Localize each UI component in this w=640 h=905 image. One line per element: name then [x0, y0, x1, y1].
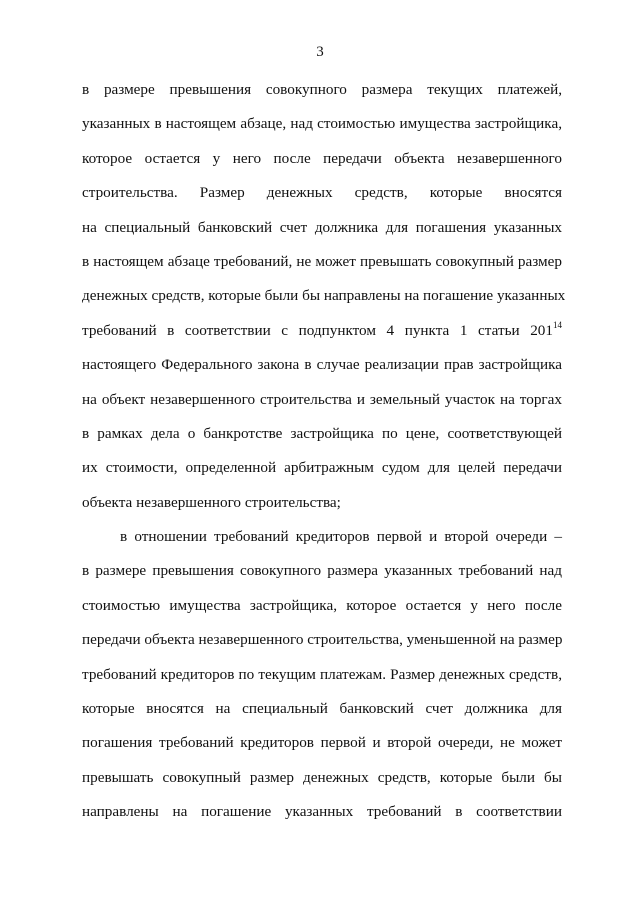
text-line-with-superscript: [82, 320, 562, 354]
text-line: на специальный банковский счет должника для погашения указанных: [82, 218, 562, 236]
text-line: требований кредиторов по текущим платежам. Размер денежных средств,: [82, 665, 562, 683]
text-line: настоящего Федерального закона в случае реализации прав застройщика: [82, 356, 562, 374]
article-superscript: 14: [553, 319, 562, 330]
text-line: на объект незавершенного строительства и земельный участок на торгах: [82, 390, 562, 408]
text-line: превышать совокупный размер денежных средств, которые были бы: [82, 768, 562, 786]
document-body: [82, 79, 566, 836]
text-line: стоимостью имущества застройщика, которое остается у него после: [82, 596, 562, 614]
text-line: погашения требований кредиторов первой и второй очереди, не может: [82, 734, 562, 752]
text-line: денежных средств, которые были бы направлены на погашение указанных: [82, 287, 566, 305]
text-line: которое остается у него после передачи объекта незавершенного: [82, 149, 562, 167]
paragraph-end-line: объекта незавершенного строительства;: [82, 493, 341, 511]
page-number: 3: [316, 44, 324, 60]
text-line: указанных в настоящем абзаце, над стоимостью имущества застройщика,: [82, 115, 562, 133]
text-line: в рамках дела о банкротстве застройщика по цене, соответствующей: [82, 424, 562, 442]
text-line: в настоящем абзаце требований, не может превышать совокупный размер: [82, 252, 562, 270]
text-line: строительства. Размер денежных средств, которые вносятся: [82, 184, 562, 202]
text-line: передачи объекта незавершенного строительства, уменьшенной на размер: [82, 631, 563, 649]
text-line: их стоимости, определенной арбитражным судом для целей передачи: [82, 459, 562, 477]
text-line-main: требований в соответствии с подпунктом 4 пункта 1 статьи 201: [82, 321, 553, 339]
text-line: которые вносятся на специальный банковский счет должника для: [82, 700, 562, 718]
text-line: в размере превышения совокупного размера указанных требований над: [82, 562, 562, 580]
text-line: в размере превышения совокупного размера текущих платежей,: [82, 81, 562, 98]
paragraph-first-line: в отношении требований кредиторов первой и второй очереди –: [120, 528, 562, 546]
text-line: направлены на погашение указанных требований в соответствии: [82, 803, 562, 821]
